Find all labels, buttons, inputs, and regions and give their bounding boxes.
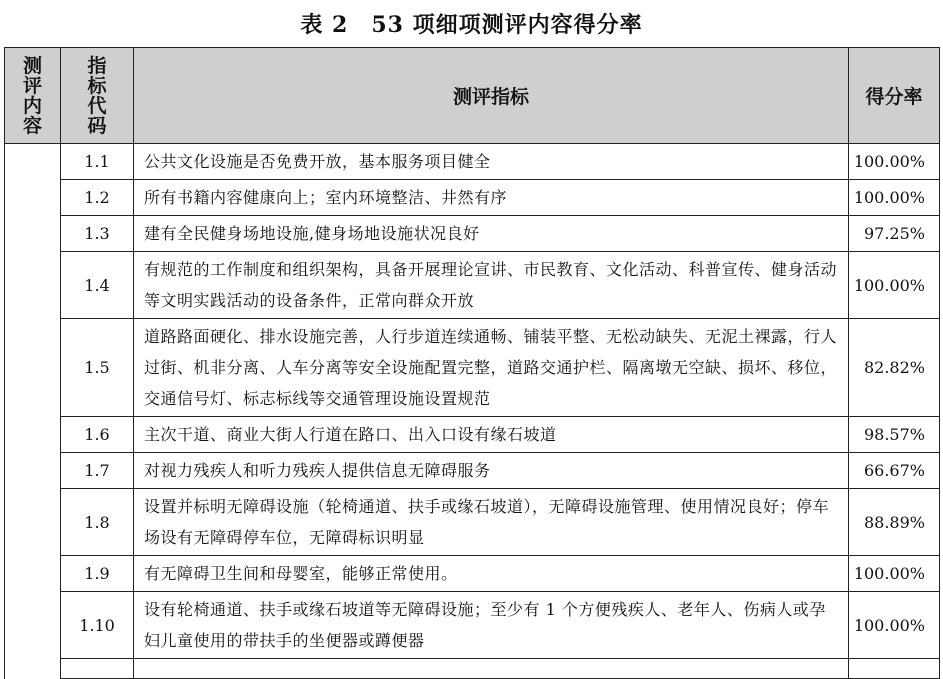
indicator-cell: 建有全民健身场地设施,健身场地设施状况良好 — [134, 216, 849, 252]
rate-cell: 97.25% — [849, 216, 940, 252]
rate-cell: 100.00% — [849, 252, 940, 319]
indicator-cell — [134, 659, 849, 679]
table-row — [5, 453, 940, 489]
indicator-cell: 公共文化设施是否免费开放，基本服务项目健全 — [134, 144, 849, 180]
rate-cell: 88.89% — [849, 489, 940, 556]
table-row — [5, 417, 940, 453]
table-row — [5, 180, 940, 216]
rate-cell: 98.57% — [849, 417, 940, 453]
rate-cell: 66.67% — [849, 453, 940, 489]
rate-cell: 100.00% — [849, 144, 940, 180]
rate-cell — [849, 659, 940, 679]
indicator-cell: 道路路面硬化、排水设施完善，人行步道连续通畅、铺装平整、无松动缺失、无泥土裸露，行人过街、机非分离、人车分离等安全设施配置完整，道路交通护栏、隔离墩无空缺、损坏、移位，交通信号灯、标志标线等交通管理设施设置规范 — [134, 319, 849, 417]
header-row — [5, 48, 940, 144]
code-cell: 1.2 — [61, 180, 134, 216]
indicator-cell: 所有书籍内容健康向上；室内环境整洁、井然有序 — [134, 180, 849, 216]
indicator-cell: 有规范的工作制度和组织架构，具备开展理论宣讲、市民教育、文化活动、科普宣传、健身活动等文明实践活动的设备条件，正常向群众开放 — [134, 252, 849, 319]
table-row — [5, 556, 940, 592]
table-row — [5, 319, 940, 417]
table-row — [5, 252, 940, 319]
evaluation-table — [4, 47, 940, 679]
table-row — [5, 144, 940, 180]
code-cell: 1.7 — [61, 453, 134, 489]
indicator-cell: 主次干道、商业大街人行道在路口、出入口设有缘石坡道 — [134, 417, 849, 453]
code-cell: 1.3 — [61, 216, 134, 252]
code-cell: 1.9 — [61, 556, 134, 592]
table-title: 表 2 53 项细项测评内容得分率 — [300, 12, 643, 38]
indicator-cell: 有无障碍卫生间和母婴室，能够正常使用。 — [134, 556, 849, 592]
code-cell: 1.5 — [61, 319, 134, 417]
indicator-cell: 对视力残疾人和听力残疾人提供信息无障碍服务 — [134, 453, 849, 489]
code-cell: 1.4 — [61, 252, 134, 319]
table-row — [5, 489, 940, 556]
code-cell: 1.6 — [61, 417, 134, 453]
rate-cell: 82.82% — [849, 319, 940, 417]
code-cell: 1.10 — [61, 592, 134, 659]
header-rate: 得分率 — [849, 48, 940, 144]
code-cell: 1.8 — [61, 489, 134, 556]
header-indicator: 测评指标 — [134, 48, 849, 144]
header-code: 指 标 代 码 — [61, 48, 134, 144]
rate-cell: 100.00% — [849, 592, 940, 659]
table-row — [5, 216, 940, 252]
code-cell — [61, 659, 134, 679]
indicator-cell: 设有轮椅通道、扶手或缘石坡道等无障碍设施；至少有 1 个方便残疾人、老年人、伤病人或孕妇儿童使用的带扶手的坐便器或蹲便器 — [134, 592, 849, 659]
code-cell: 1.1 — [61, 144, 134, 180]
header-category: 测 评 内 容 — [5, 48, 61, 144]
category-cell — [5, 144, 61, 679]
indicator-cell: 设置并标明无障碍设施（轮椅通道、扶手或缘石坡道），无障碍设施管理、使用情况良好；停车场设有无障碍停车位，无障碍标识明显 — [134, 489, 849, 556]
table-row-partial — [5, 659, 940, 679]
table-row — [5, 592, 940, 659]
rate-cell: 100.00% — [849, 556, 940, 592]
rate-cell: 100.00% — [849, 180, 940, 216]
